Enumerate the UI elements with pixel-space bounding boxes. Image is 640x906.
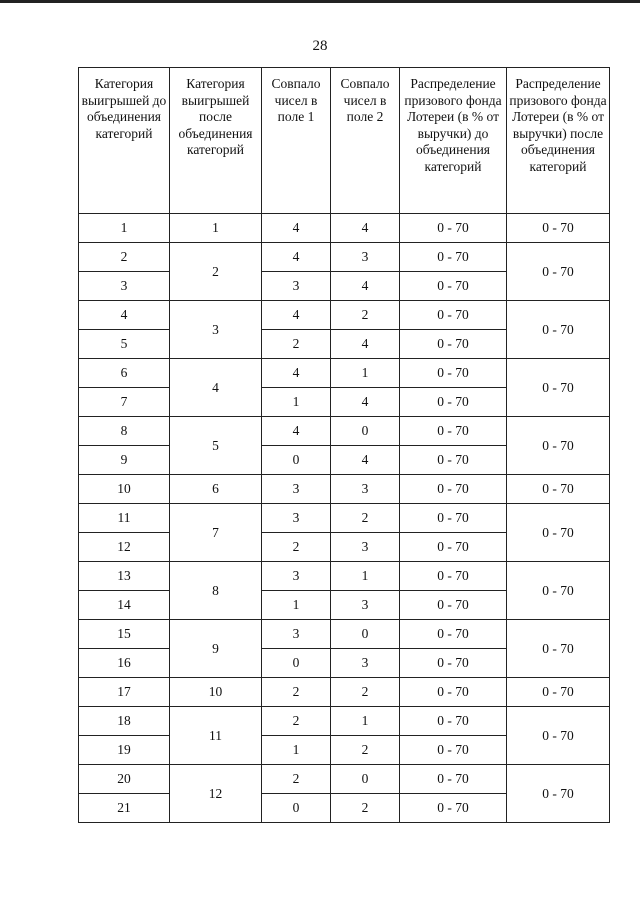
cell-matched-field-1: 3 xyxy=(262,272,331,301)
cell-category-before: 2 xyxy=(79,243,170,272)
cell-fund-after: 0 - 70 xyxy=(507,707,610,765)
cell-matched-field-2: 0 xyxy=(331,620,400,649)
cell-category-before: 3 xyxy=(79,272,170,301)
cell-matched-field-1: 3 xyxy=(262,504,331,533)
cell-matched-field-1: 2 xyxy=(262,707,331,736)
cell-matched-field-2: 4 xyxy=(331,330,400,359)
top-border-line xyxy=(0,0,640,3)
cell-matched-field-1: 0 xyxy=(262,649,331,678)
cell-fund-before: 0 - 70 xyxy=(400,794,507,823)
cell-fund-before: 0 - 70 xyxy=(400,359,507,388)
cell-category-before: 9 xyxy=(79,446,170,475)
cell-category-before: 14 xyxy=(79,591,170,620)
cell-matched-field-1: 0 xyxy=(262,446,331,475)
table-row xyxy=(79,475,610,504)
cell-matched-field-2: 4 xyxy=(331,272,400,301)
cell-category-after: 4 xyxy=(170,359,262,417)
table-row xyxy=(79,504,610,533)
cell-fund-after: 0 - 70 xyxy=(507,678,610,707)
cell-fund-before: 0 - 70 xyxy=(400,446,507,475)
cell-fund-before: 0 - 70 xyxy=(400,243,507,272)
cell-matched-field-1: 1 xyxy=(262,388,331,417)
cell-category-before: 19 xyxy=(79,736,170,765)
cell-matched-field-1: 3 xyxy=(262,475,331,504)
cell-fund-after: 0 - 70 xyxy=(507,620,610,678)
cell-category-before: 17 xyxy=(79,678,170,707)
cell-fund-after: 0 - 70 xyxy=(507,765,610,823)
cell-fund-before: 0 - 70 xyxy=(400,330,507,359)
table-row xyxy=(79,214,610,243)
cell-fund-after: 0 - 70 xyxy=(507,504,610,562)
cell-category-before: 18 xyxy=(79,707,170,736)
cell-fund-after: 0 - 70 xyxy=(507,359,610,417)
table-row xyxy=(79,765,610,794)
cell-fund-before: 0 - 70 xyxy=(400,649,507,678)
prize-category-table xyxy=(78,67,610,823)
header-matched-field-1: Совпало чисел в поле 1 xyxy=(262,68,331,214)
cell-category-after: 2 xyxy=(170,243,262,301)
cell-fund-before: 0 - 70 xyxy=(400,504,507,533)
cell-matched-field-2: 3 xyxy=(331,533,400,562)
cell-matched-field-2: 2 xyxy=(331,678,400,707)
cell-fund-before: 0 - 70 xyxy=(400,272,507,301)
table-row xyxy=(79,417,610,446)
cell-category-before: 12 xyxy=(79,533,170,562)
cell-matched-field-1: 4 xyxy=(262,301,331,330)
cell-fund-before: 0 - 70 xyxy=(400,591,507,620)
table-header-row xyxy=(79,68,610,214)
table-row xyxy=(79,678,610,707)
header-category-before: Категория выигрышей до объединения категорий xyxy=(79,68,170,214)
cell-matched-field-2: 0 xyxy=(331,417,400,446)
cell-matched-field-2: 3 xyxy=(331,475,400,504)
cell-matched-field-2: 1 xyxy=(331,707,400,736)
cell-matched-field-1: 1 xyxy=(262,591,331,620)
cell-category-after: 5 xyxy=(170,417,262,475)
cell-fund-before: 0 - 70 xyxy=(400,533,507,562)
cell-fund-before: 0 - 70 xyxy=(400,765,507,794)
cell-category-before: 1 xyxy=(79,214,170,243)
cell-matched-field-1: 2 xyxy=(262,533,331,562)
cell-matched-field-2: 2 xyxy=(331,504,400,533)
cell-matched-field-2: 1 xyxy=(331,359,400,388)
cell-matched-field-1: 4 xyxy=(262,243,331,272)
cell-matched-field-1: 4 xyxy=(262,359,331,388)
cell-matched-field-2: 2 xyxy=(331,301,400,330)
cell-fund-before: 0 - 70 xyxy=(400,736,507,765)
cell-matched-field-1: 2 xyxy=(262,330,331,359)
cell-matched-field-2: 4 xyxy=(331,214,400,243)
cell-fund-after: 0 - 70 xyxy=(507,562,610,620)
cell-matched-field-2: 2 xyxy=(331,794,400,823)
cell-category-before: 20 xyxy=(79,765,170,794)
cell-category-after: 12 xyxy=(170,765,262,823)
cell-fund-after: 0 - 70 xyxy=(507,243,610,301)
header-matched-field-2: Совпало чисел в поле 2 xyxy=(331,68,400,214)
cell-category-before: 13 xyxy=(79,562,170,591)
cell-category-after: 6 xyxy=(170,475,262,504)
cell-matched-field-2: 4 xyxy=(331,388,400,417)
table-row xyxy=(79,707,610,736)
cell-matched-field-1: 3 xyxy=(262,620,331,649)
cell-category-after: 3 xyxy=(170,301,262,359)
cell-category-after: 1 xyxy=(170,214,262,243)
cell-category-before: 8 xyxy=(79,417,170,446)
cell-matched-field-2: 4 xyxy=(331,446,400,475)
cell-category-before: 7 xyxy=(79,388,170,417)
table-body xyxy=(79,214,610,823)
page-number: 28 xyxy=(312,38,328,54)
cell-matched-field-2: 3 xyxy=(331,591,400,620)
cell-fund-before: 0 - 70 xyxy=(400,678,507,707)
table-row xyxy=(79,620,610,649)
cell-category-before: 10 xyxy=(79,475,170,504)
header-category-after: Категория выигрышей после объединения категорий xyxy=(170,68,262,214)
cell-matched-field-1: 2 xyxy=(262,678,331,707)
cell-category-after: 9 xyxy=(170,620,262,678)
cell-category-before: 5 xyxy=(79,330,170,359)
cell-category-before: 21 xyxy=(79,794,170,823)
cell-fund-before: 0 - 70 xyxy=(400,620,507,649)
cell-matched-field-1: 2 xyxy=(262,765,331,794)
cell-matched-field-2: 3 xyxy=(331,243,400,272)
table-row xyxy=(79,301,610,330)
cell-fund-before: 0 - 70 xyxy=(400,562,507,591)
cell-matched-field-1: 0 xyxy=(262,794,331,823)
cell-category-after: 8 xyxy=(170,562,262,620)
cell-category-before: 16 xyxy=(79,649,170,678)
cell-category-before: 11 xyxy=(79,504,170,533)
cell-fund-before: 0 - 70 xyxy=(400,417,507,446)
cell-fund-before: 0 - 70 xyxy=(400,475,507,504)
cell-matched-field-2: 2 xyxy=(331,736,400,765)
cell-category-before: 4 xyxy=(79,301,170,330)
table-row xyxy=(79,562,610,591)
table-row xyxy=(79,243,610,272)
cell-matched-field-2: 3 xyxy=(331,649,400,678)
cell-matched-field-2: 1 xyxy=(331,562,400,591)
cell-matched-field-1: 1 xyxy=(262,736,331,765)
cell-fund-after: 0 - 70 xyxy=(507,301,610,359)
cell-matched-field-1: 3 xyxy=(262,562,331,591)
cell-category-before: 15 xyxy=(79,620,170,649)
cell-fund-before: 0 - 70 xyxy=(400,707,507,736)
cell-category-after: 7 xyxy=(170,504,262,562)
header-fund-after: Распределение призового фонда Лотереи (в % от выручки) после объединения категорий xyxy=(507,68,610,214)
cell-fund-before: 0 - 70 xyxy=(400,388,507,417)
cell-category-after: 11 xyxy=(170,707,262,765)
table-row xyxy=(79,359,610,388)
cell-category-after: 10 xyxy=(170,678,262,707)
cell-fund-before: 0 - 70 xyxy=(400,214,507,243)
cell-fund-after: 0 - 70 xyxy=(507,417,610,475)
cell-matched-field-1: 4 xyxy=(262,417,331,446)
cell-fund-after: 0 - 70 xyxy=(507,475,610,504)
cell-category-before: 6 xyxy=(79,359,170,388)
cell-matched-field-1: 4 xyxy=(262,214,331,243)
cell-fund-before: 0 - 70 xyxy=(400,301,507,330)
header-fund-before: Распределение призового фонда Лотереи (в % от выручки) до объединения категорий xyxy=(400,68,507,214)
cell-matched-field-2: 0 xyxy=(331,765,400,794)
cell-fund-after: 0 - 70 xyxy=(507,214,610,243)
